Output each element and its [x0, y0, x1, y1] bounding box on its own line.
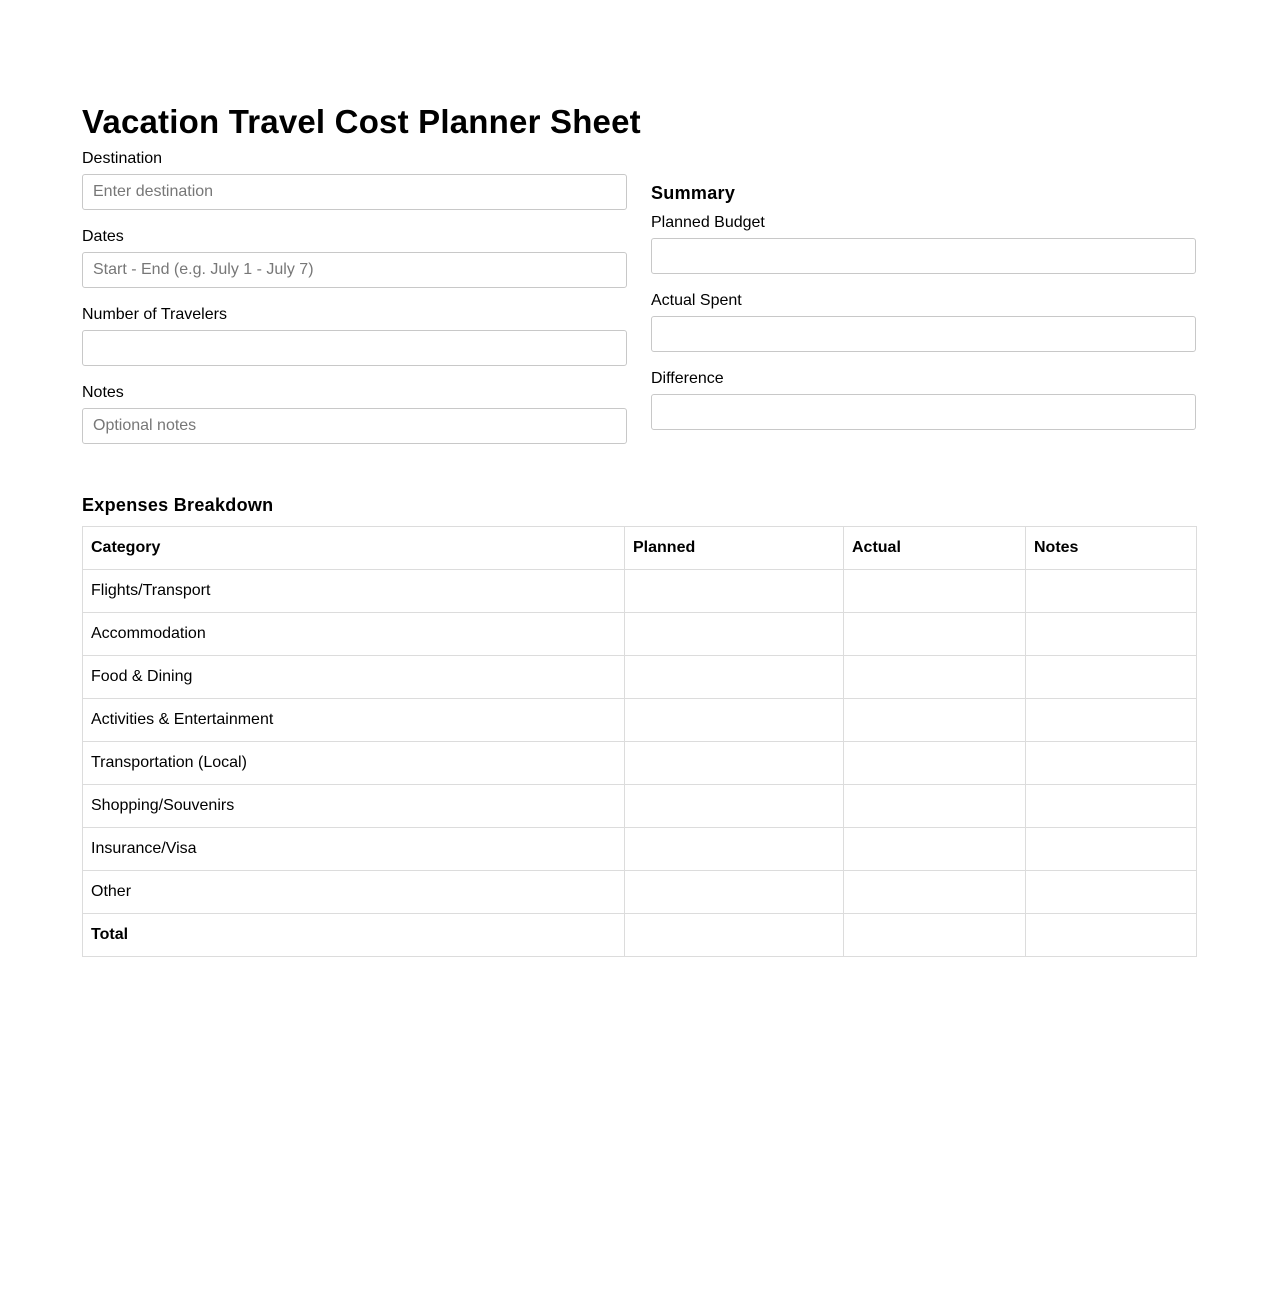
total-notes-cell[interactable]: [1026, 914, 1197, 957]
summary-heading: Summary: [651, 183, 736, 203]
expenses-heading: Expenses Breakdown: [82, 495, 274, 515]
actual-cell[interactable]: [844, 570, 1026, 613]
table-row: [83, 656, 1197, 699]
destination-label: Destination: [82, 150, 163, 167]
category-cell: Insurance/Visa: [83, 828, 625, 871]
planned-cell[interactable]: [625, 785, 844, 828]
table-row: [83, 742, 1197, 785]
actual-cell[interactable]: [844, 699, 1026, 742]
planned-budget-label: Planned Budget: [651, 214, 765, 231]
column-header-category: Category: [83, 527, 625, 570]
category-cell: Accommodation: [83, 613, 625, 656]
actual-cell[interactable]: [844, 871, 1026, 914]
category-cell: Transportation (Local): [83, 742, 625, 785]
difference-label: Difference: [651, 370, 724, 387]
notes-label: Notes: [82, 384, 124, 401]
actual-cell[interactable]: [844, 613, 1026, 656]
notes-cell[interactable]: [1026, 656, 1197, 699]
dates-label: Dates: [82, 228, 124, 245]
notes-cell[interactable]: [1026, 871, 1197, 914]
notes-cell[interactable]: [1026, 742, 1197, 785]
category-cell: Flights/Transport: [83, 570, 625, 613]
planned-cell[interactable]: [625, 699, 844, 742]
actual-cell[interactable]: [844, 785, 1026, 828]
planned-cell[interactable]: [625, 613, 844, 656]
planned-cell[interactable]: [625, 656, 844, 699]
table-row: [83, 785, 1197, 828]
dates-input[interactable]: [82, 252, 627, 288]
actual-spent-label: Actual Spent: [651, 292, 742, 309]
actual-spent-input[interactable]: [651, 316, 1196, 352]
table-row: [83, 570, 1197, 613]
notes-cell[interactable]: [1026, 828, 1197, 871]
notes-input[interactable]: [82, 408, 627, 444]
planned-cell[interactable]: [625, 871, 844, 914]
category-cell: Shopping/Souvenirs: [83, 785, 625, 828]
travelers-input[interactable]: [82, 330, 627, 366]
total-planned-cell[interactable]: [625, 914, 844, 957]
planned-cell[interactable]: [625, 570, 844, 613]
expenses-table: [82, 526, 1197, 957]
travelers-label: Number of Travelers: [82, 306, 227, 323]
actual-cell[interactable]: [844, 656, 1026, 699]
difference-input[interactable]: [651, 394, 1196, 430]
planned-cell[interactable]: [625, 828, 844, 871]
notes-cell[interactable]: [1026, 785, 1197, 828]
table-row: [83, 699, 1197, 742]
column-header-planned: Planned: [625, 527, 844, 570]
total-actual-cell[interactable]: [844, 914, 1026, 957]
category-cell: Other: [83, 871, 625, 914]
page-title: Vacation Travel Cost Planner Sheet: [82, 103, 641, 140]
notes-cell[interactable]: [1026, 699, 1197, 742]
category-cell: Food & Dining: [83, 656, 625, 699]
column-header-actual: Actual: [844, 527, 1026, 570]
planned-budget-input[interactable]: [651, 238, 1196, 274]
table-header-row: [83, 527, 1197, 570]
table-row: [83, 871, 1197, 914]
total-label: Total: [83, 914, 625, 957]
actual-cell[interactable]: [844, 828, 1026, 871]
total-row: [83, 914, 1197, 957]
destination-input[interactable]: [82, 174, 627, 210]
planned-cell[interactable]: [625, 742, 844, 785]
table-row: [83, 828, 1197, 871]
notes-cell[interactable]: [1026, 613, 1197, 656]
category-cell: Activities & Entertainment: [83, 699, 625, 742]
column-header-notes: Notes: [1026, 527, 1197, 570]
table-row: [83, 613, 1197, 656]
actual-cell[interactable]: [844, 742, 1026, 785]
notes-cell[interactable]: [1026, 570, 1197, 613]
